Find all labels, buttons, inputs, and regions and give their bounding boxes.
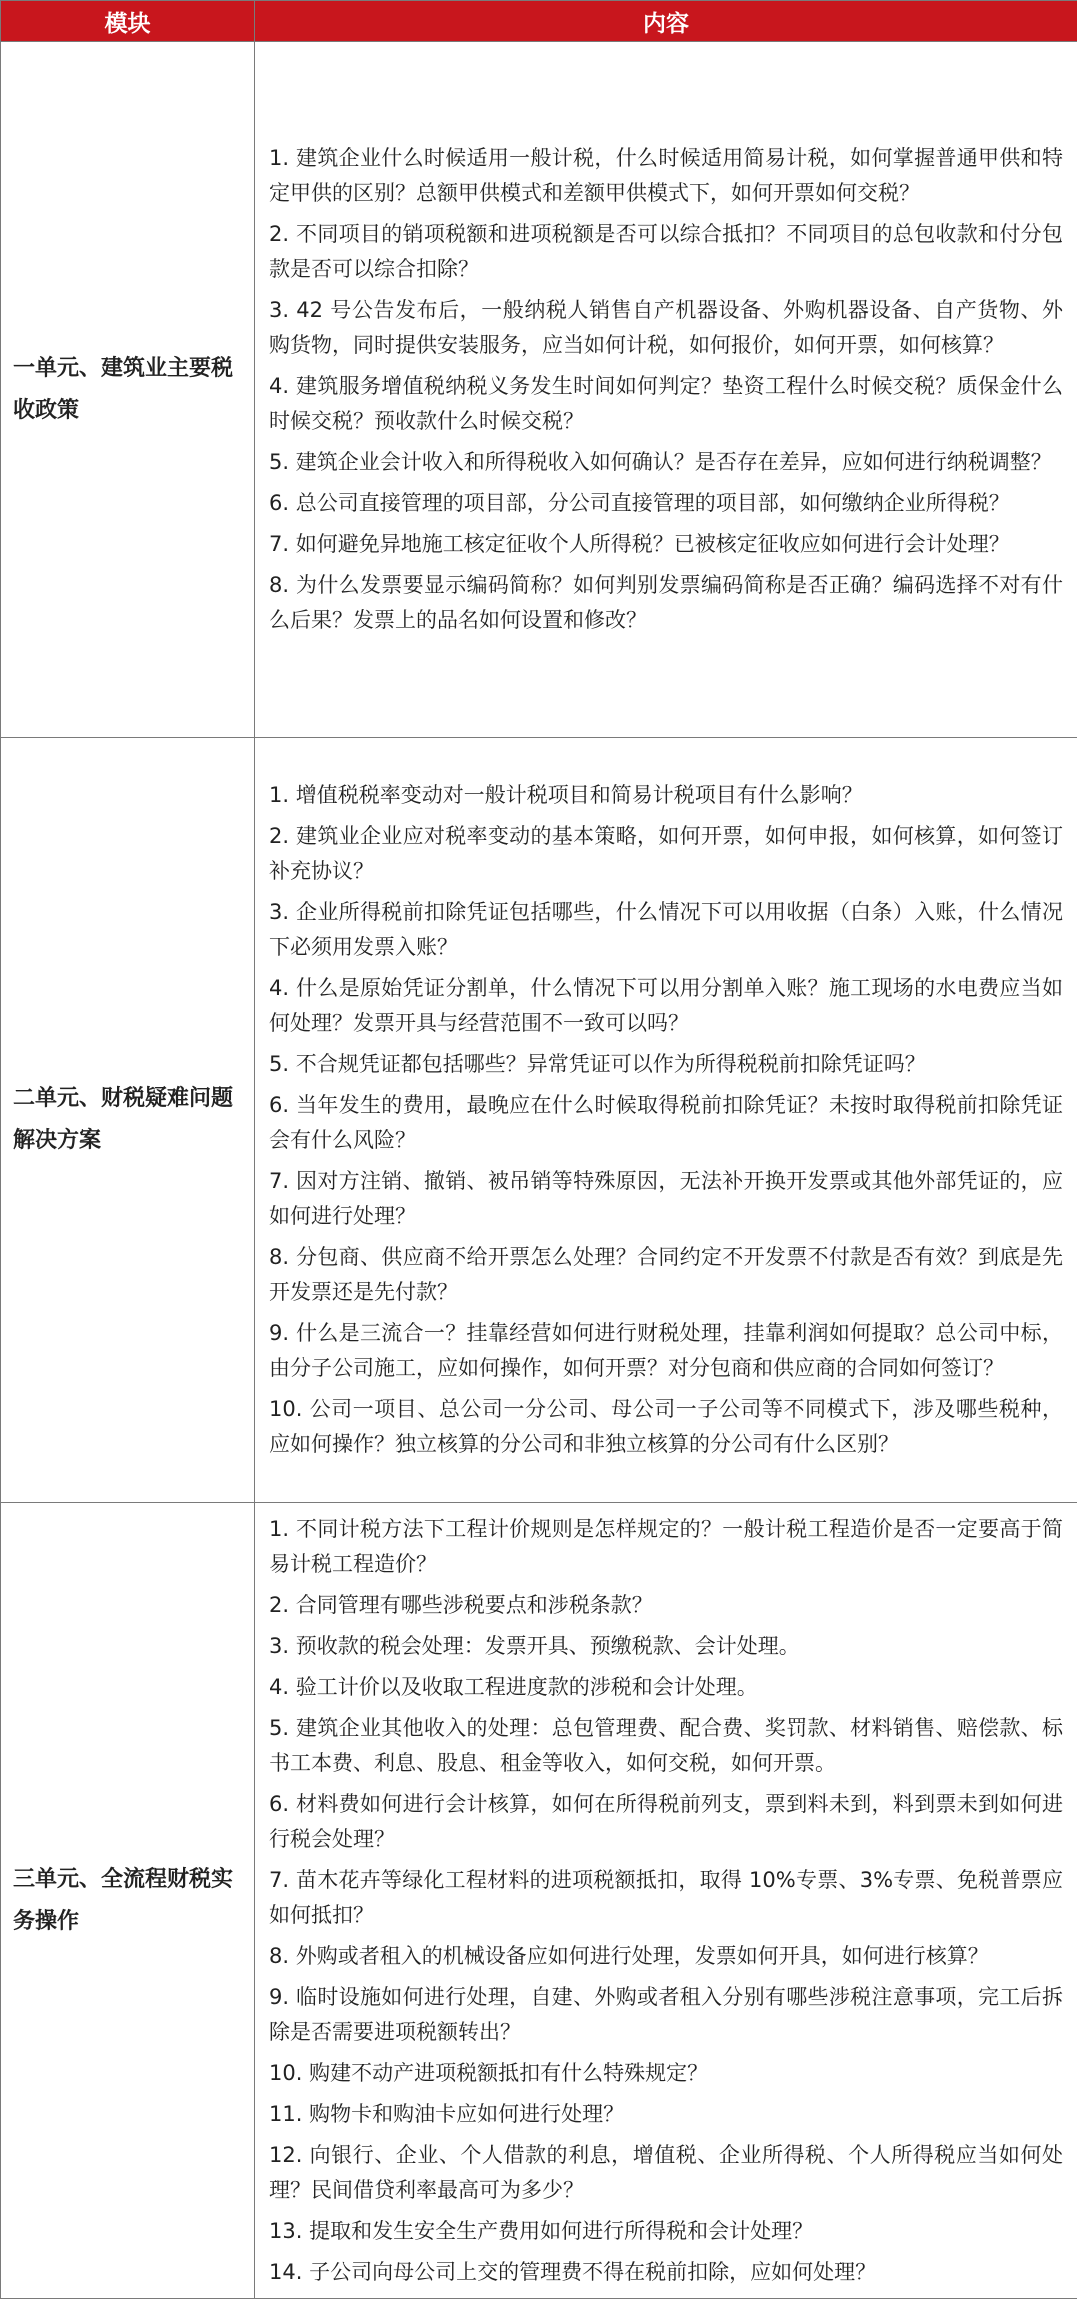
- module-cell-3: 三单元、全流程财税实务操作: [1, 1503, 255, 2299]
- content-item: 5. 建筑企业其他收入的处理：总包管理费、配合费、奖罚款、材料销售、赔偿款、标书工本费、利息、股息、租金等收入，如何交税，如何开票。: [269, 1715, 1063, 1775]
- content-item: 8. 分包商、供应商不给开票怎么处理？合同约定不开发票不付款是否有效？到底是先开发票还是先付款？: [269, 1245, 1063, 1304]
- content-item: 14. 子公司向母公司上交的管理费不得在税前扣除，应如何处理？: [269, 2259, 877, 2284]
- header-module: 模块: [1, 1, 255, 42]
- content-item: 5. 不合规凭证都包括哪些？异常凭证可以作为所得税税前扣除凭证吗？: [269, 1052, 926, 1076]
- content-item: 3. 预收款的税会处理：发票开具、预缴税款、会计处理。: [269, 1633, 800, 1658]
- section-row-1: [1, 42, 1077, 738]
- content-item: 1. 不同计税方法下工程计价规则是怎样规定的？一般计税工程造价是否一定要高于简易计税工程造价？: [269, 1516, 1063, 1576]
- content-item: 2. 建筑业企业应对税率变动的基本策略，如何开票，如何申报，如何核算，如何签订补充协议？: [269, 824, 1063, 883]
- header-content: 内容: [255, 1, 1077, 42]
- module-cell-2: 二单元、财税疑难问题解决方案: [1, 738, 255, 1503]
- content-item: 6. 材料费如何进行会计核算，如何在所得税前列支，票到料未到，料到票未到如何进行税会处理？: [269, 1791, 1063, 1851]
- content-item: 8. 外购或者租入的机械设备应如何进行处理，发票如何开具，如何进行核算？: [269, 1943, 989, 1968]
- content-item: 3. 企业所得税前扣除凭证包括哪些，什么情况下可以用收据（白条）入账，什么情况下必须用发票入账？: [269, 900, 1063, 959]
- content-item: 4. 什么是原始凭证分割单，什么情况下可以用分割单入账？施工现场的水电费应当如何处理？发票开具与经营范围不一致可以吗？: [269, 976, 1063, 1035]
- content-item: 4. 建筑服务增值税纳税义务发生时间如何判定？垫资工程什么时候交税？质保金什么时候交税？预收款什么时候交税？: [269, 374, 1063, 433]
- section-row-2: [1, 738, 1077, 1503]
- module-cell-1: 一单元、建筑业主要税收政策: [1, 42, 255, 738]
- content-item: 6. 总公司直接管理的项目部，分公司直接管理的项目部，如何缴纳企业所得税？: [269, 491, 1010, 515]
- content-item: 4. 验工计价以及收取工程进度款的涉税和会计处理。: [269, 1674, 758, 1699]
- content-item: 8. 为什么发票要显示编码简称？如何判别发票编码简称是否正确？编码选择不对有什么后果？发票上的品名如何设置和修改？: [269, 573, 1063, 632]
- content-cell-2: [255, 738, 1077, 1503]
- content-item: 7. 因对方注销、撤销、被吊销等特殊原因，无法补开换开发票或其他外部凭证的，应如何进行处理？: [269, 1169, 1063, 1228]
- content-item: 1. 建筑企业什么时候适用一般计税，什么时候适用简易计税，如何掌握普通甲供和特定甲供的区别？总额甲供模式和差额甲供模式下，如何开票如何交税？: [269, 146, 1063, 205]
- header-row: [1, 1, 1077, 42]
- content-item: 7. 苗木花卉等绿化工程材料的进项税额抵扣，取得 10%专票、3%专票、免税普票应如何抵扣？: [269, 1867, 1063, 1927]
- section-row-3: [1, 1503, 1077, 2299]
- content-item: 7. 如何避免异地施工核定征收个人所得税？已被核定征收应如何进行会计处理？: [269, 532, 1010, 556]
- content-item: 9. 临时设施如何进行处理，自建、外购或者租入分别有哪些涉税注意事项，完工后拆除是否需要进项税额转出？: [269, 1984, 1063, 2044]
- content-item: 3. 42 号公告发布后，一般纳税人销售自产机器设备、外购机器设备、自产货物、外购货物，同时提供安装服务，应当如何计税，如何报价，如何开票，如何核算？: [269, 298, 1063, 357]
- content-cell-1: [255, 42, 1077, 738]
- content-item: 2. 不同项目的销项税额和进项税额是否可以综合抵扣？不同项目的总包收款和付分包款是否可以综合扣除？: [269, 222, 1063, 281]
- content-item: 6. 当年发生的费用，最晚应在什么时候取得税前扣除凭证？未按时取得税前扣除凭证会有什么风险？: [269, 1093, 1063, 1152]
- content-item: 10. 公司一项目、总公司一分公司、母公司一子公司等不同模式下，涉及哪些税种，应如何操作？独立核算的分公司和非独立核算的分公司有什么区别？: [269, 1397, 1063, 1456]
- content-item: 9. 什么是三流合一？挂靠经营如何进行财税处理，挂靠利润如何提取？总公司中标，由分子公司施工，应如何操作，如何开票？对分包商和供应商的合同如何签订？: [269, 1321, 1063, 1380]
- content-item: 12. 向银行、企业、个人借款的利息，增值税、企业所得税、个人所得税应当如何处理？民间借贷利率最高可为多少？: [269, 2142, 1063, 2202]
- content-cell-3: [255, 1503, 1077, 2299]
- content-item: 5. 建筑企业会计收入和所得税收入如何确认？是否存在差异，应如何进行纳税调整？: [269, 450, 1052, 474]
- content-item: 10. 购建不动产进项税额抵扣有什么特殊规定？: [269, 2060, 709, 2085]
- content-item: 13. 提取和发生安全生产费用如何进行所得税和会计处理？: [269, 2218, 814, 2243]
- content-item: 1. 增值税税率变动对一般计税项目和简易计税项目有什么影响？: [269, 783, 863, 807]
- content-item: 2. 合同管理有哪些涉税要点和涉税条款？: [269, 1592, 653, 1617]
- content-item: 11. 购物卡和购油卡应如何进行处理？: [269, 2101, 625, 2126]
